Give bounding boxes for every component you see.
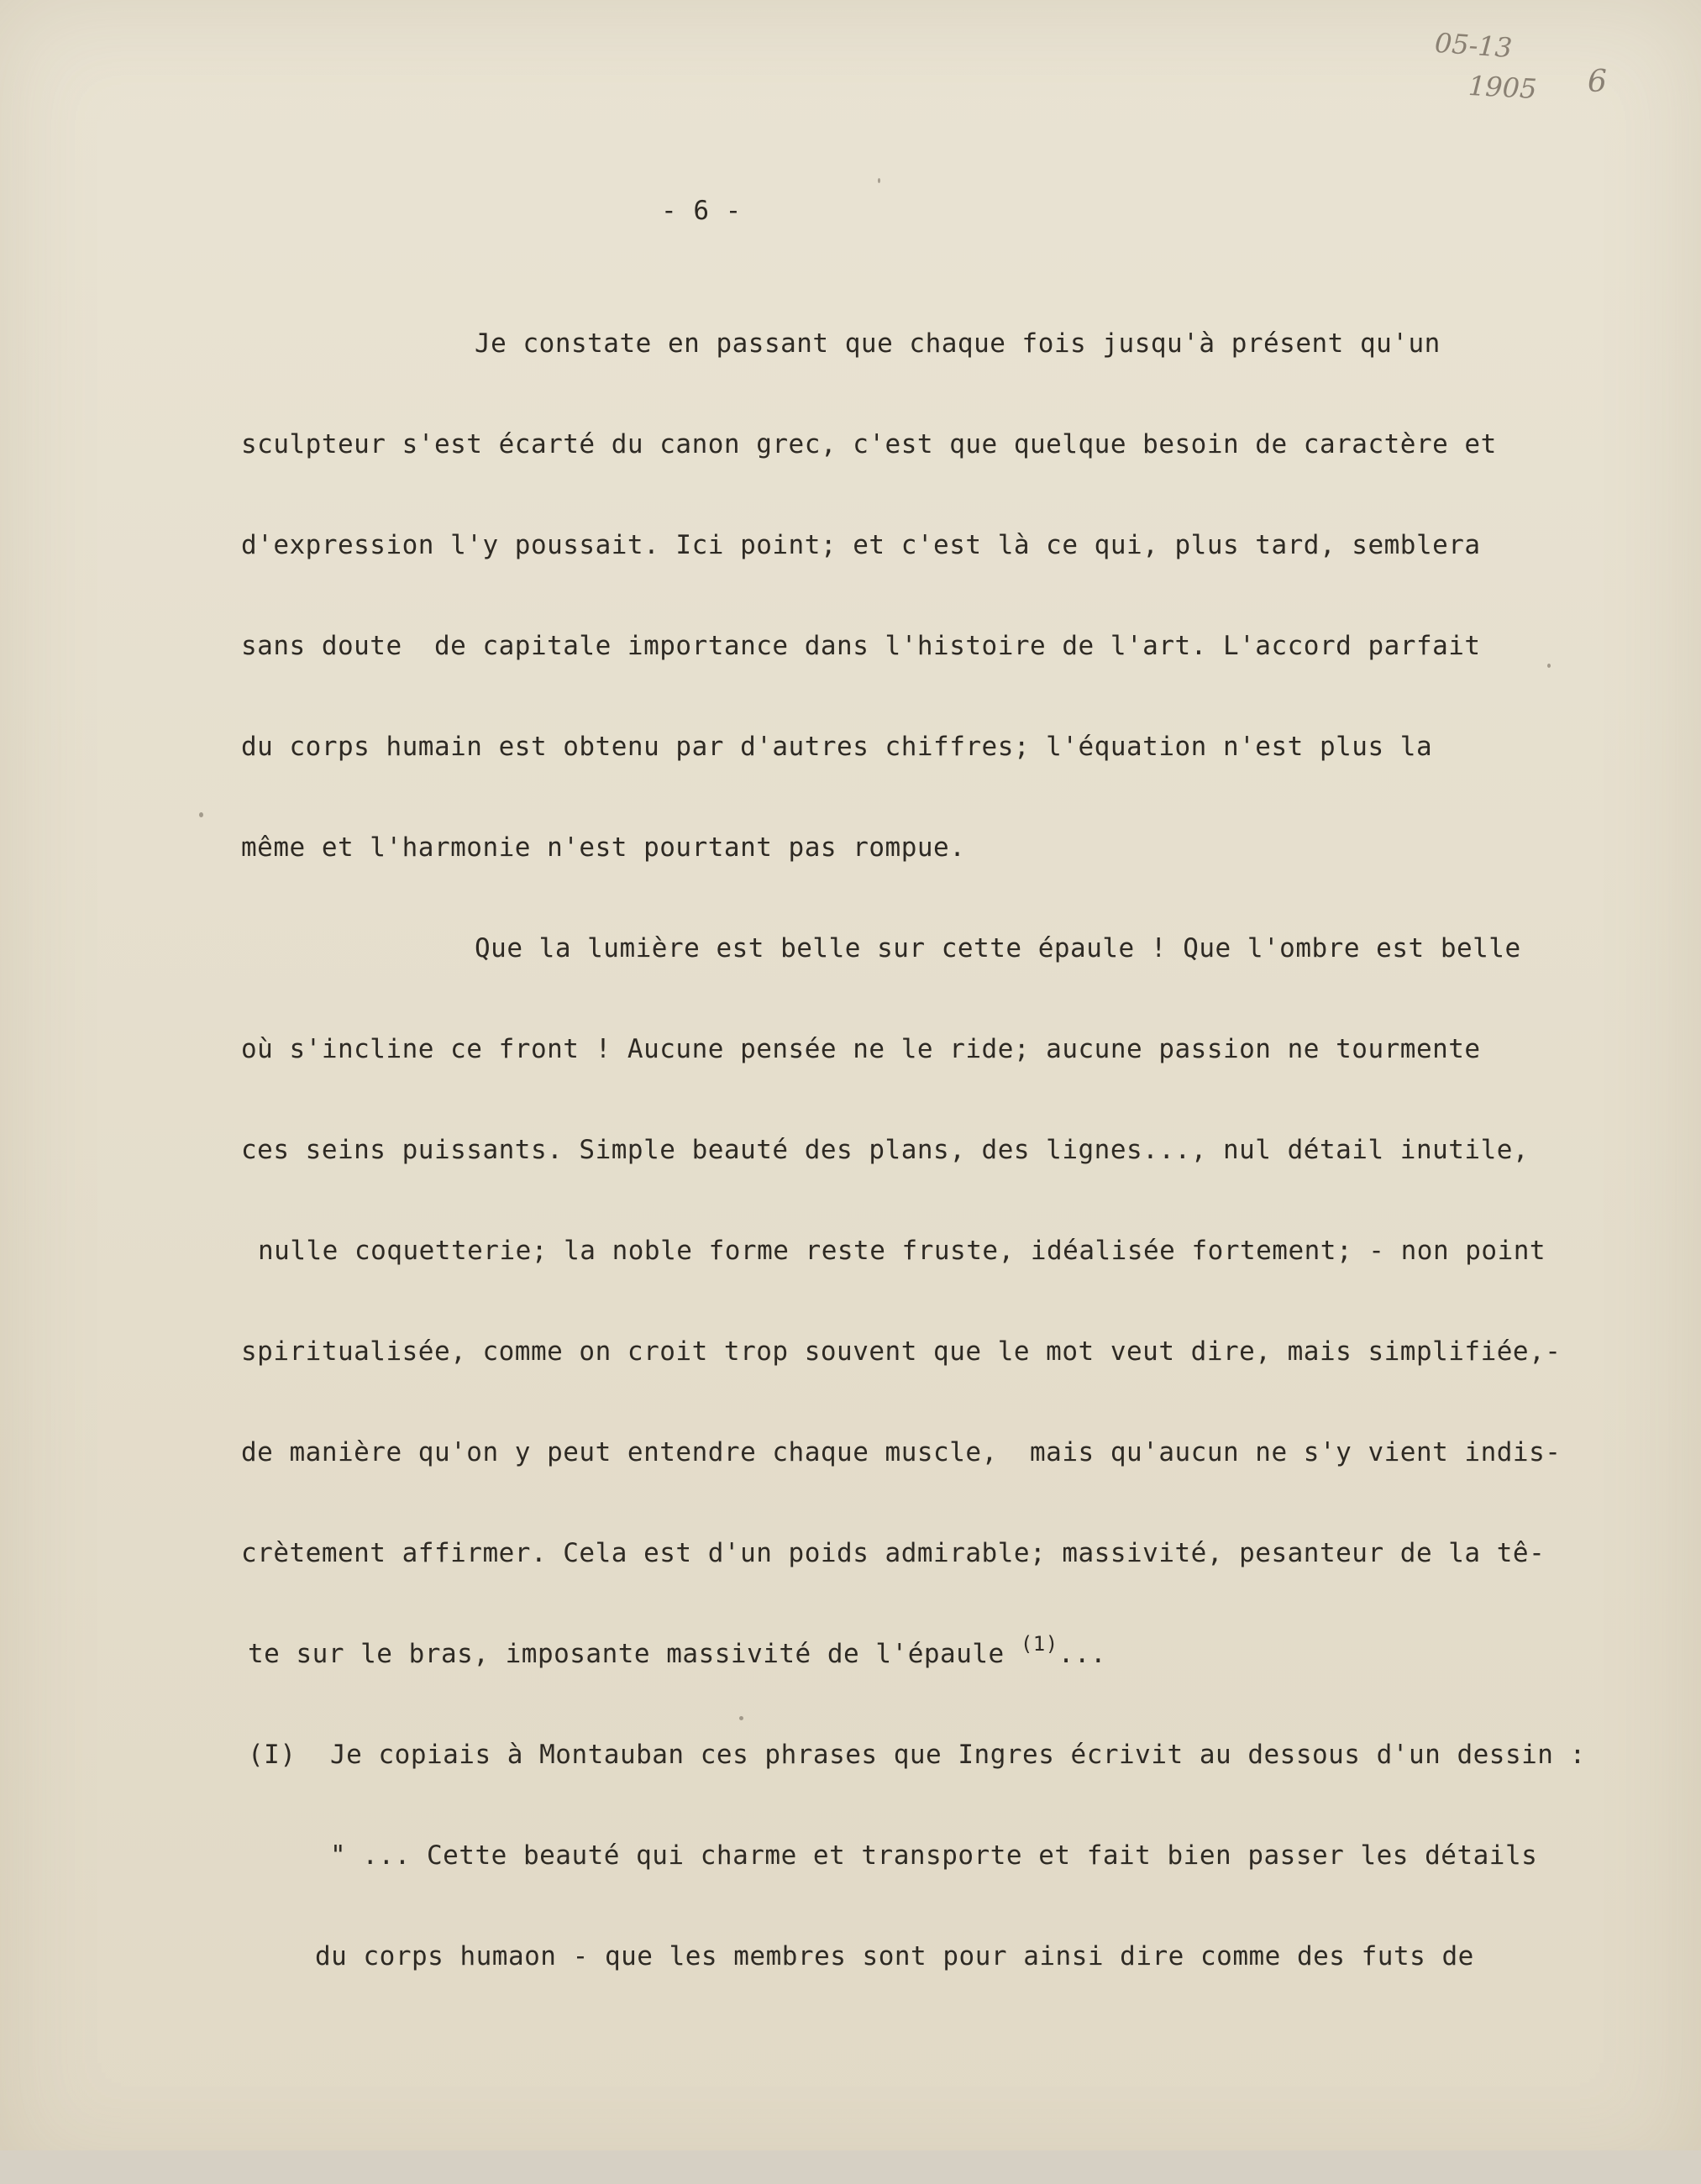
handwritten-date-year: 1905 xyxy=(1467,69,1538,106)
text-line: crètement affirmer. Cela est d'un poids admirable; massivité, pesanteur de la tê- xyxy=(241,1538,1546,1568)
handwritten-page-mark: 6 xyxy=(1588,65,1607,99)
paper-speck xyxy=(199,812,203,817)
text-line: même et l'harmonie n'est pourtant pas rompue. xyxy=(241,832,966,863)
text-line: Que la lumière est belle sur cette épaule ! Que l'ombre est belle xyxy=(475,933,1521,963)
text-line: sculpteur s'est écarté du canon grec, c'est que quelque besoin de caractère et xyxy=(241,429,1497,459)
footnote-marker: (I) xyxy=(248,1740,297,1770)
footnote-line: du corps humaon - que les membres sont pour ainsi dire comme des futs de xyxy=(315,1941,1474,1971)
paper-speck xyxy=(878,178,880,183)
text-line: Je constate en passant que chaque fois jusqu'à présent qu'un xyxy=(475,328,1441,359)
text-line: ces seins puissants. Simple beauté des plans, des lignes..., nul détail inutile, xyxy=(241,1135,1530,1165)
text-line: de manière qu'on y peut entendre chaque muscle, mais qu'aucun ne s'y vient indis- xyxy=(241,1437,1562,1467)
text-line: où s'incline ce front ! Aucune pensée ne le ride; aucune passion ne tourmente xyxy=(241,1034,1481,1064)
paper-speck xyxy=(1547,664,1551,668)
paper-speck xyxy=(739,1716,743,1720)
footnote-line: " ... Cette beauté qui charme et transporte et fait bien passer les détails xyxy=(330,1840,1538,1871)
text-line: spiritualisée, comme on croit trop souvent que le mot veut dire, mais simplifiée,- xyxy=(241,1336,1562,1367)
scan-bottom-edge xyxy=(0,2150,1701,2184)
text-line: du corps humain est obtenu par d'autres chiffres; l'équation n'est plus la xyxy=(241,732,1433,762)
text-line: d'expression l'y poussait. Ici point; et c'est là ce qui, plus tard, semblera xyxy=(241,530,1481,560)
page-number: - 6 - xyxy=(661,196,742,226)
handwritten-date-month-day: 05-13 xyxy=(1433,26,1514,65)
ellipsis: ... xyxy=(1058,1639,1107,1669)
text-line: te sur le bras, imposante massivité de l'épaule xyxy=(248,1639,1021,1669)
text-line: nulle coquetterie; la noble forme reste fruste, idéalisée fortement; - non point xyxy=(258,1236,1546,1266)
footnote-reference: (1) xyxy=(1020,1632,1058,1656)
text-line-with-footnote xyxy=(248,1632,1107,1669)
footnote-line: Je copiais à Montauban ces phrases que Ingres écrivit au dessous d'un dessin : xyxy=(330,1740,1586,1770)
text-line: sans doute de capitale importance dans l'histoire de l'art. L'accord parfait xyxy=(241,631,1481,661)
